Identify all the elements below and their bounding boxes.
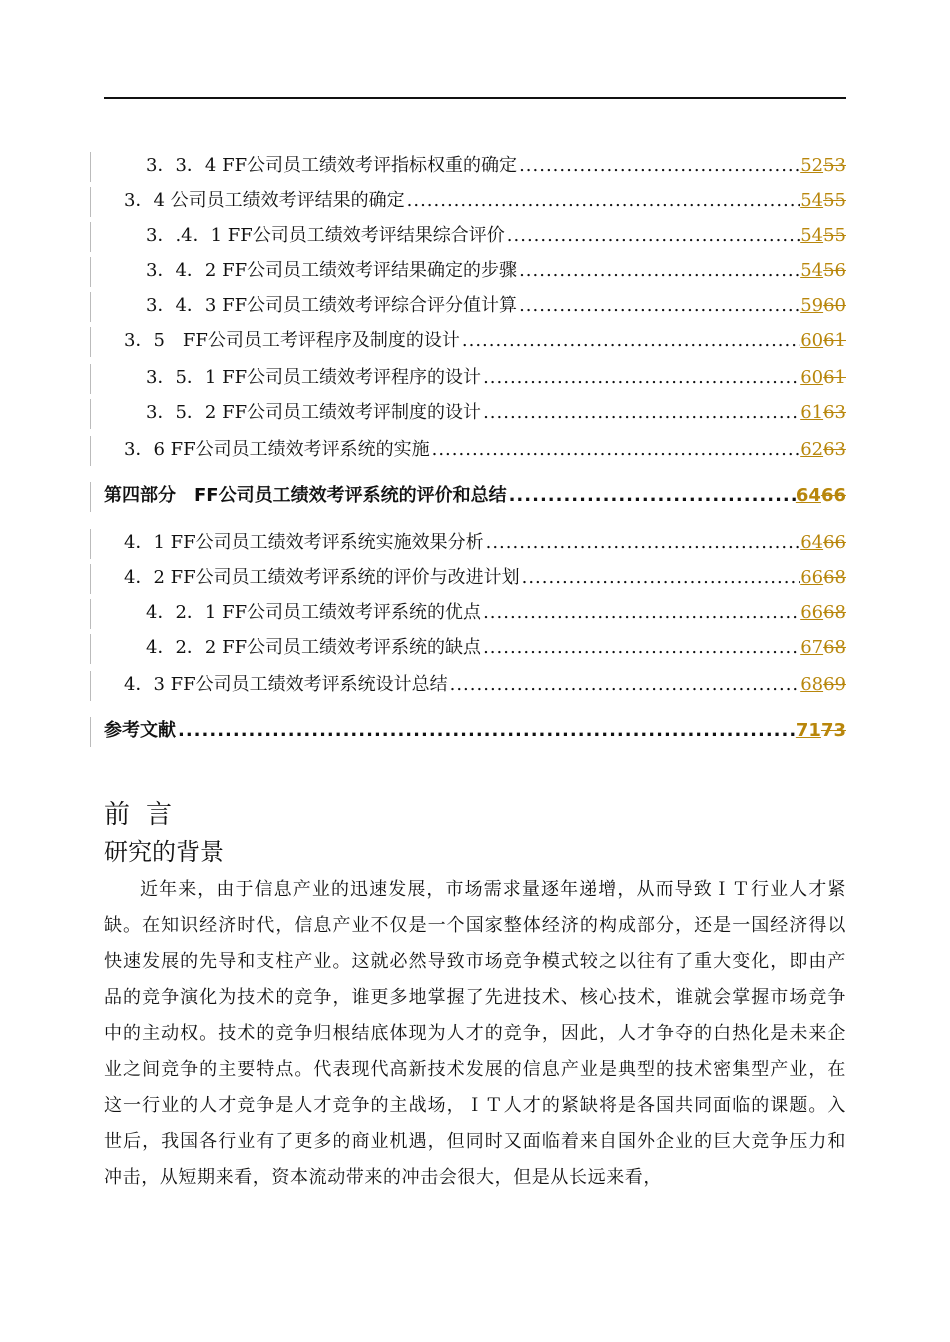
toc-entry[interactable] <box>104 187 846 215</box>
toc-entry-title: 参考文献 <box>104 720 176 741</box>
toc-entry-title: 4．2．2 FF公司员工绩效考评系统的缺点 <box>146 637 482 658</box>
change-bar <box>90 187 91 217</box>
page-number-deleted: 55 <box>823 225 846 246</box>
toc-entry-title: 3．4．2 FF公司员工绩效考评结果确定的步骤 <box>146 260 518 281</box>
toc-entry-title: 3．.4．1 FF公司员工绩效考评结果综合评价 <box>146 225 505 246</box>
toc-leader-dots <box>519 257 800 285</box>
toc-entry-title: 3．6 FF公司员工绩效考评系统的实施 <box>124 439 430 460</box>
page-number-deleted: 63 <box>823 402 846 423</box>
toc-leader-dots <box>462 327 800 355</box>
page-number-inserted: 60 <box>800 330 824 351</box>
change-bar <box>90 634 91 664</box>
toc-leader-dots <box>483 634 800 662</box>
preface-heading: 前言 <box>104 800 189 830</box>
toc-leader-dots <box>486 529 801 557</box>
toc-entry[interactable] <box>104 482 846 510</box>
toc-entry-title: 3．5．1 FF公司员工绩效考评程序的设计 <box>146 367 482 388</box>
page-number-deleted: 68 <box>823 637 846 658</box>
change-bar <box>90 436 91 466</box>
toc-page-number[interactable] <box>796 482 846 510</box>
change-bar <box>90 529 91 559</box>
toc-entry[interactable] <box>104 529 846 557</box>
change-bar <box>90 327 91 357</box>
toc-page-number[interactable] <box>800 222 846 250</box>
change-bar <box>90 482 91 512</box>
page-number-inserted: 66 <box>800 567 824 588</box>
page-number-inserted: 66 <box>800 602 824 623</box>
page-number-inserted: 67 <box>800 637 824 658</box>
toc-entry[interactable] <box>104 717 846 745</box>
toc-entry-title: 3．4．3 FF公司员工绩效考评综合评分值计算 <box>146 295 518 316</box>
toc-page-number[interactable] <box>800 292 846 320</box>
toc-leader-dots <box>450 671 801 699</box>
toc-leader-dots <box>407 187 801 215</box>
toc-leader-dots <box>432 436 801 464</box>
page-number-inserted: 62 <box>800 439 824 460</box>
toc-entry[interactable] <box>104 564 846 592</box>
page-number-inserted: 61 <box>800 402 824 423</box>
toc-entry-title: 第四部分 FF公司员工绩效考评系统的评价和总结 <box>104 485 507 506</box>
toc-leader-dots <box>483 364 800 392</box>
toc-page-number[interactable] <box>800 187 846 215</box>
toc-entry-title: 4．3 FF公司员工绩效考评系统设计总结 <box>124 674 448 695</box>
toc-leader-dots <box>519 292 800 320</box>
page-number-deleted: 68 <box>823 567 846 588</box>
toc-page-number[interactable] <box>800 327 846 355</box>
change-bar <box>90 564 91 594</box>
page-number-inserted: 64 <box>800 532 824 553</box>
toc-page-number[interactable] <box>800 671 846 699</box>
change-bar <box>90 222 91 252</box>
page-number-deleted: 61 <box>823 367 846 388</box>
page-number-deleted: 66 <box>823 532 846 553</box>
page-number-deleted: 61 <box>823 330 846 351</box>
page-number-inserted: 60 <box>800 367 824 388</box>
toc-entry[interactable] <box>104 222 846 250</box>
page-number-inserted: 54 <box>800 260 824 281</box>
change-bar <box>90 717 91 747</box>
page-number-deleted: 56 <box>823 260 846 281</box>
toc-entry[interactable] <box>104 671 846 699</box>
page-number-deleted: 53 <box>823 155 846 176</box>
page-number-inserted: 59 <box>800 295 824 316</box>
page-number-deleted: 66 <box>820 485 846 506</box>
change-bar <box>90 599 91 629</box>
toc-leader-dots <box>483 599 800 627</box>
page-number-inserted: 71 <box>795 720 821 741</box>
toc-entry-title: 3．5．2 FF公司员工绩效考评制度的设计 <box>146 402 482 423</box>
toc-entry[interactable] <box>104 152 846 180</box>
page-number-inserted: 54 <box>800 225 824 246</box>
toc-entry[interactable] <box>104 634 846 662</box>
toc-page-number[interactable] <box>800 152 846 180</box>
toc-page-number[interactable] <box>796 717 846 745</box>
toc-entry[interactable] <box>104 292 846 320</box>
toc-leader-dots <box>522 564 801 592</box>
page-number-inserted: 64 <box>795 485 821 506</box>
page-number-deleted: 60 <box>823 295 846 316</box>
change-bar <box>90 292 91 322</box>
page-number-inserted: 68 <box>800 674 824 695</box>
toc-page-number[interactable] <box>800 436 846 464</box>
toc-entry-title: 4．2．1 FF公司员工绩效考评系统的优点 <box>146 602 482 623</box>
body-paragraph: 近年来，由于信息产业的迅速发展，市场需求量逐年递增，从而导致ＩＴ行业人才紧缺。在知识经济时代，信息产业不仅是一个国家整体经济的构成部分，还是一国经济得以快速发展的先导和支柱产业。这就必然导致市场竞争模式较之以往有了重大变化，即由产品的竞争演化为技术的竞争，谁更多地掌握了先进技术、核心技术，谁就会掌握市场竞争中的主动权。技术的竞争归根结底体现为人才的竞争，因此，人才争夺的白热化是未来企业之间竞争的主要特点。代表现代高新技术发展的信息产业是典型的技术密集型产业，在这一行业的人才竞争是人才竞争的主战场，ＩＴ人才的紧缺将是各国共同面临的课题。入世后，我国各行业有了更多的商业机遇，但同时又面临着来自国外企业的巨大竞争压力和冲击，从短期来看，资本流动带来的冲击会很大，但是从长远来看， <box>104 879 846 1188</box>
change-bar <box>90 152 91 182</box>
toc-leader-dots <box>507 222 800 250</box>
toc-entry-title: 3．3．4 FF公司员工绩效考评指标权重的确定 <box>146 155 518 176</box>
toc-page-number[interactable] <box>800 364 846 392</box>
header-rule <box>104 97 846 99</box>
toc-entry[interactable] <box>104 436 846 464</box>
toc-leader-dots <box>178 717 796 745</box>
change-bar <box>90 671 91 701</box>
toc-entry[interactable] <box>104 399 846 427</box>
toc-entry-title: 4．2 FF公司员工绩效考评系统的评价与改进计划 <box>124 567 520 588</box>
toc-entry[interactable] <box>104 364 846 392</box>
toc-entry[interactable] <box>104 599 846 627</box>
page-number-deleted: 63 <box>823 439 846 460</box>
change-bar <box>90 257 91 287</box>
page-number-inserted: 54 <box>800 190 824 211</box>
toc-page-number[interactable] <box>800 634 846 662</box>
page-number-deleted: 55 <box>823 190 846 211</box>
toc-leader-dots <box>483 399 800 427</box>
background-heading: 研究的背景 <box>104 838 224 866</box>
toc-entry-title: 4．1 FF公司员工绩效考评系统实施效果分析 <box>124 532 484 553</box>
toc-entry-title: 3．5 FF公司员工考评程序及制度的设计 <box>124 330 460 351</box>
toc-entry-title: 3．4 公司员工绩效考评结果的确定 <box>124 190 405 211</box>
toc-page-number[interactable] <box>800 599 846 627</box>
toc-leader-dots <box>519 152 800 180</box>
toc-page-number[interactable] <box>800 399 846 427</box>
page-number-deleted: 69 <box>823 674 846 695</box>
toc-entry[interactable] <box>104 327 846 355</box>
toc-page-number[interactable] <box>800 564 846 592</box>
toc-page-number[interactable] <box>800 257 846 285</box>
change-bar <box>90 364 91 394</box>
page-number-deleted: 68 <box>823 602 846 623</box>
change-bar <box>90 399 91 429</box>
toc-entry[interactable] <box>104 257 846 285</box>
toc-page-number[interactable] <box>800 529 846 557</box>
page-number-inserted: 52 <box>800 155 824 176</box>
toc-leader-dots <box>509 482 796 510</box>
page-number-deleted: 73 <box>820 720 846 741</box>
